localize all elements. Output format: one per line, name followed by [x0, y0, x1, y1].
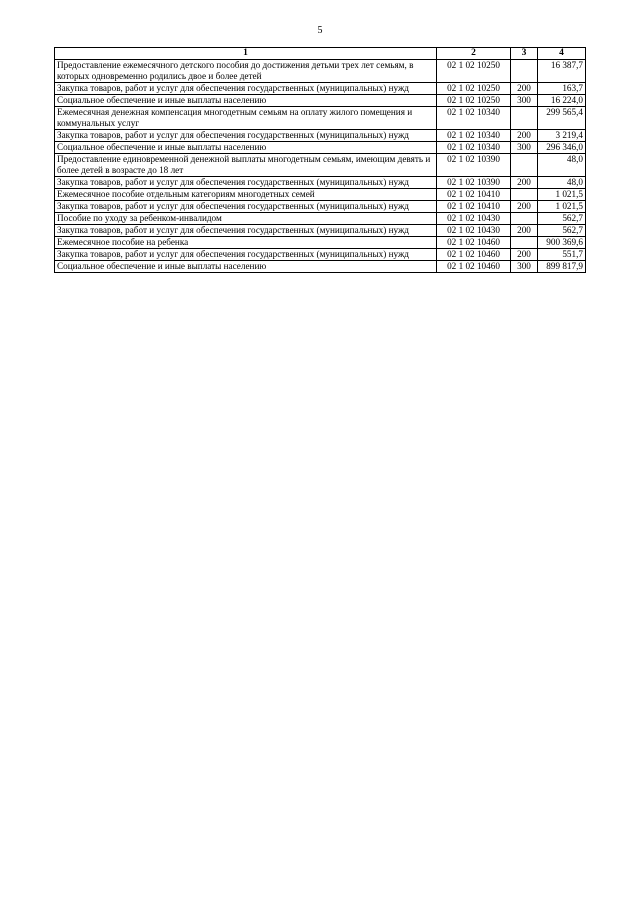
row-code: 02 1 02 10390: [437, 154, 511, 177]
header-row: [55, 48, 586, 60]
row-amount: 16 387,7: [538, 60, 586, 83]
row-code: 02 1 02 10340: [437, 107, 511, 130]
row-amount: 900 369,6: [538, 237, 586, 249]
row-type: 200: [511, 225, 538, 237]
row-code: 02 1 02 10430: [437, 225, 511, 237]
table-row: [55, 83, 586, 95]
row-amount: 1 021,5: [538, 189, 586, 201]
row-amount: 16 224,0: [538, 95, 586, 107]
row-amount: 163,7: [538, 83, 586, 95]
row-type: 300: [511, 142, 538, 154]
table-row: [55, 225, 586, 237]
row-name: Социальное обеспечение и иные выплаты населению: [55, 261, 437, 273]
row-code: 02 1 02 10340: [437, 142, 511, 154]
table-row: [55, 95, 586, 107]
row-code: 02 1 02 10410: [437, 201, 511, 213]
table-row: [55, 130, 586, 142]
row-name: Закупка товаров, работ и услуг для обеспечения государственных (муниципальных) нужд: [55, 130, 437, 142]
row-type: [511, 60, 538, 83]
column-header-type: 3: [511, 48, 538, 60]
row-name: Социальное обеспечение и иные выплаты населению: [55, 95, 437, 107]
table-body: [55, 60, 586, 273]
row-name: Закупка товаров, работ и услуг для обеспечения государственных (муниципальных) нужд: [55, 177, 437, 189]
row-code: 02 1 02 10250: [437, 95, 511, 107]
row-code: 02 1 02 10460: [437, 261, 511, 273]
row-code: 02 1 02 10460: [437, 249, 511, 261]
row-type: 200: [511, 249, 538, 261]
row-name: Пособие по уходу за ребенком-инвалидом: [55, 213, 437, 225]
row-amount: 48,0: [538, 177, 586, 189]
table-row: [55, 261, 586, 273]
row-code: 02 1 02 10250: [437, 60, 511, 83]
row-type: 300: [511, 95, 538, 107]
row-code: 02 1 02 10340: [437, 130, 511, 142]
table-row: [55, 154, 586, 177]
row-type: 200: [511, 83, 538, 95]
row-code: 02 1 02 10460: [437, 237, 511, 249]
row-name: Ежемесячное пособие на ребенка: [55, 237, 437, 249]
row-amount: 1 021,5: [538, 201, 586, 213]
row-code: 02 1 02 10390: [437, 177, 511, 189]
row-type: 200: [511, 201, 538, 213]
row-amount: 562,7: [538, 225, 586, 237]
row-code: 02 1 02 10430: [437, 213, 511, 225]
budget-table: [54, 47, 586, 273]
row-name: Ежемесячная денежная компенсация многодетным семьям на оплату жилого помещения и коммунальных услуг: [55, 107, 437, 130]
row-type: 200: [511, 130, 538, 142]
row-name: Закупка товаров, работ и услуг для обеспечения государственных (муниципальных) нужд: [55, 225, 437, 237]
row-name: Закупка товаров, работ и услуг для обеспечения государственных (муниципальных) нужд: [55, 201, 437, 213]
table-row: [55, 213, 586, 225]
table-row: [55, 201, 586, 213]
row-code: 02 1 02 10410: [437, 189, 511, 201]
table-row: [55, 142, 586, 154]
row-type: [511, 237, 538, 249]
row-name: Социальное обеспечение и иные выплаты населению: [55, 142, 437, 154]
row-name: Ежемесячное пособие отдельным категориям многодетных семей: [55, 189, 437, 201]
table-row: [55, 249, 586, 261]
row-amount: 299 565,4: [538, 107, 586, 130]
row-amount: 48,0: [538, 154, 586, 177]
column-header-name: 1: [55, 48, 437, 60]
table-row: [55, 107, 586, 130]
row-type: [511, 213, 538, 225]
table-row: [55, 189, 586, 201]
row-type: [511, 107, 538, 130]
row-amount: 3 219,4: [538, 130, 586, 142]
table-row: [55, 60, 586, 83]
row-amount: 551,7: [538, 249, 586, 261]
column-header-code: 2: [437, 48, 511, 60]
row-type: [511, 154, 538, 177]
column-header-amount: 4: [538, 48, 586, 60]
row-name: Предоставление единовременной денежной выплаты многодетным семьям, имеющим девять и более детей в возрасте до 18 лет: [55, 154, 437, 177]
row-type: 300: [511, 261, 538, 273]
table-row: [55, 237, 586, 249]
row-type: [511, 189, 538, 201]
row-amount: 899 817,9: [538, 261, 586, 273]
row-name: Закупка товаров, работ и услуг для обеспечения государственных (муниципальных) нужд: [55, 83, 437, 95]
row-amount: 562,7: [538, 213, 586, 225]
table-row: [55, 177, 586, 189]
row-name: Закупка товаров, работ и услуг для обеспечения государственных (муниципальных) нужд: [55, 249, 437, 261]
page-number: 5: [317, 25, 323, 36]
row-type: 200: [511, 177, 538, 189]
row-name: Предоставление ежемесячного детского пособия до достижения детьми трех лет семьям, в которых одновременно родились двое и более детей: [55, 60, 437, 83]
row-code: 02 1 02 10250: [437, 83, 511, 95]
table-header: [55, 48, 586, 60]
row-amount: 296 346,0: [538, 142, 586, 154]
